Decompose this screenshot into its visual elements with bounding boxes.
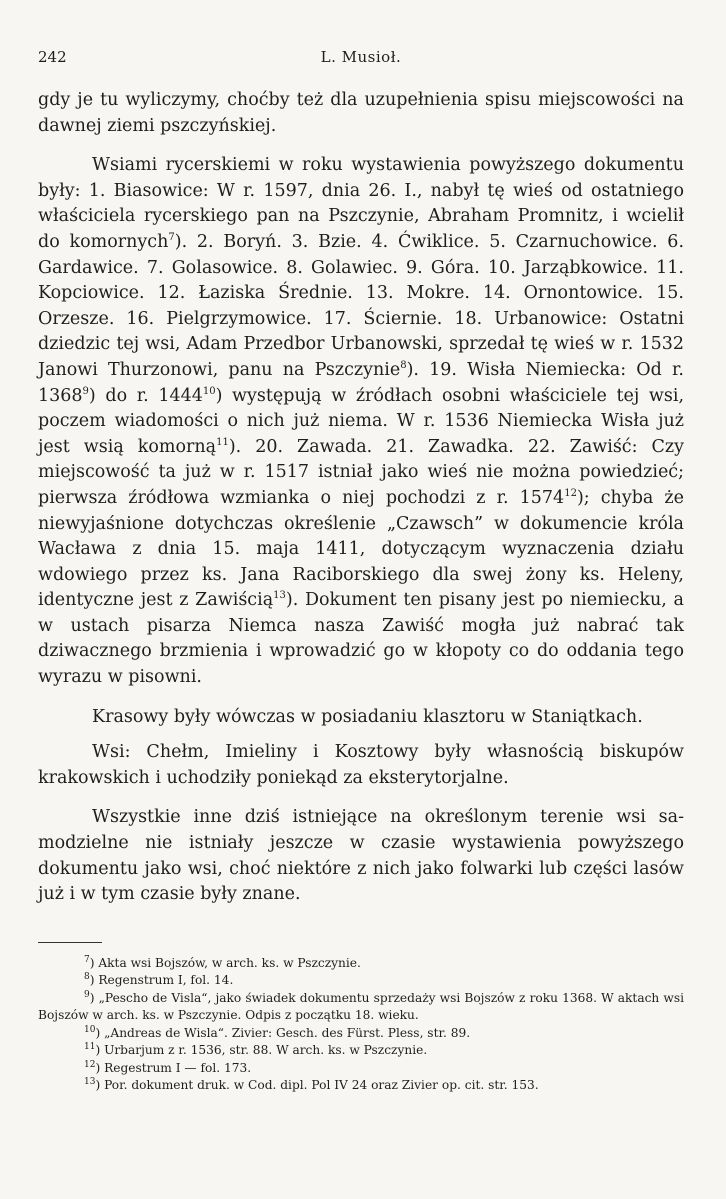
footnote-reference[interactable]: 7 [168, 232, 175, 244]
footnote-marker: 7 [84, 954, 90, 965]
footnote-reference[interactable]: 9 [82, 385, 89, 397]
footnote-marker: 11 [84, 1042, 96, 1053]
footnote [38, 1025, 684, 1043]
text-run: ). 2. Boryń. 3. Bzie. 4. Ćwiklice. 5. Czarnuchowice. 6. Gardawice. 7. Golasowice. 8. Golawiec. 9. Góra. 10. Jarząbkowice. 11. Kopciowice. 12. Łaziska Średnie. 13. Mokre. 14. Ornontowice. 15. Orzesze. 16. Pielgrzymowice. 17. Ściernie. 18. Urbanowice: Ostatni dziedzic tej wsi, Adam Przedbor Urbanowski, sprzedał tę wieś w r. 1532 Janowi Thurzonowi, panu na Pszczynie [38, 231, 685, 380]
footnotes [38, 955, 684, 1095]
footnote-marker: 9 [84, 989, 90, 1000]
text-run: ); chyba że niewyjaśnione dotychczas określenie „Czawsch” w dokumencie króla Wacława z dnia 15. maja 1411, dotyczącym wyznaczenia działu wdowiego przez ks. Jana Raciborskiego dla swej żony ks. Heleny, identyczne jest z Zawiścią [38, 487, 684, 611]
text-run: ). Dokument ten pisany jest po niemiecku, a w ustach pisarza Niemca nasza Zawiść mogła już nabrać tak dziwacznego brzmienia i wprowadzić go w kłopoty co do oddania tego wyrazu w pisowni. [38, 590, 684, 688]
footnote-marker: 10 [84, 1024, 96, 1035]
running-header [38, 48, 684, 72]
footnote [38, 1042, 684, 1060]
footnote-text: ) Regenstrum I, fol. 14. [89, 973, 234, 988]
footnote-marker: 8 [84, 972, 90, 983]
footnote [38, 955, 684, 973]
footnote-text: ) Por. dokument druk. w Cod. dipl. Pol IV 24 oraz Zivier op. cit. str. 153. [95, 1078, 539, 1093]
footnote [38, 972, 684, 990]
footnote-reference[interactable]: 13 [273, 590, 286, 602]
footnote-reference[interactable]: 11 [216, 436, 229, 448]
footnote-marker: 12 [84, 1059, 96, 1070]
footnote-text: ) „Pescho de Visla“, jako świadek dokumentu sprzedaży wsi Bojszów z roku 1368. W aktach wsi Bojszów w arch. ks. w Pszczynie. Odpis z początku 18. wieku. [38, 990, 684, 1023]
body-text [38, 88, 684, 908]
footnote-text: ) Akta wsi Bojszów, w arch. ks. w Pszczynie. [89, 955, 361, 970]
running-head-author: L. Musioł. [320, 48, 402, 66]
text-run: Krasowy były wówczas w posiadaniu klasztoru w Staniątkach. [92, 706, 643, 727]
text-run: gdy je tu wyliczymy, choćby też dla uzupełnienia spisu miejscowości na dawnej ziemi pszczyńskiej. [38, 90, 684, 136]
paragraph [38, 153, 684, 690]
text-run: ) do r. 1444 [88, 385, 203, 406]
footnote-reference[interactable]: 12 [564, 488, 577, 500]
footnote-text: ) Regestrum I — fol. 173. [95, 1060, 252, 1075]
page-number: 242 [38, 48, 67, 66]
text-run: Wsi: Chełm, Imieliny i Kosztowy były własnością biskupów krakowskich i uchodziły poniekąd za eksterytorjalne. [38, 742, 684, 788]
paragraph [38, 805, 684, 907]
footnote-text: ) „Andreas de Wisla“. Zivier: Gesch. des Fürst. Pless, str. 89. [95, 1025, 471, 1040]
document-page [38, 48, 684, 1095]
footnote-text: ) Urbarjum z r. 1536, str. 88. W arch. ks. w Pszczynie. [95, 1043, 428, 1058]
footnote [38, 990, 684, 1025]
text-run: Wsiami rycerskiemi w roku wystawienia powyższego dokumentu były: 1. Biasowice: W r. 1597, dnia 26. I., nabył tę wieś od ostatniego właściciela rycerskiego pan na Pszczynie, Abraham Promnitz, i wcielił do komornych [38, 155, 684, 252]
paragraph [38, 705, 684, 731]
text-run: ). 19. Wisła Niemiecka: Od r. 1368 [38, 359, 684, 406]
footnote-reference[interactable]: 8 [400, 360, 407, 372]
text-run: ) występują w źródłach osobni właściciele tej wsi, poczem wiadomości o nich już niema. W r. 1536 Niemiecka Wisła już jest wsią komorną [38, 385, 685, 457]
footnote-separator [38, 942, 102, 943]
text-run: Wszystkie inne dziś istniejące na określonym terenie wsi samodzielne nie istniały jeszcze w czasie wystawienia powyższego dokumentu jako wsi, choć niektóre z nich jako folwarki lub części lasów już i w tym czasie były znane. [38, 807, 684, 905]
paragraph [38, 740, 684, 791]
footnote [38, 1060, 684, 1078]
footnote-reference[interactable]: 10 [202, 385, 216, 397]
paragraph [38, 88, 684, 139]
text-run: ). 20. Zawada. 21. Zawadka. 22. Zawiść: Czy miejscowość ta już w r. 1517 istniał jako wieś nie można powiedzieć; pierwsza źródłowa wzmianka o niej pochodzi z r. 1574 [38, 436, 684, 508]
footnote [38, 1077, 684, 1095]
footnote-marker: 13 [84, 1077, 96, 1088]
